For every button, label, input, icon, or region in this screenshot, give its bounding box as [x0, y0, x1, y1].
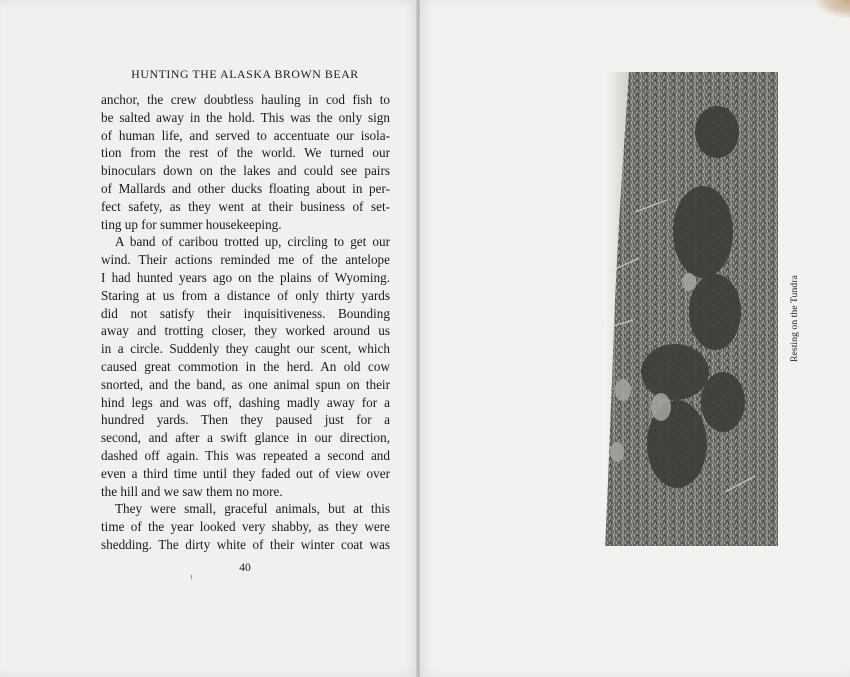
- text-line: They were small, graceful animals, but at this: [115, 501, 390, 517]
- text-line: I had hunted years ago on the plains of Wyoming.: [101, 269, 390, 285]
- text-line: fect safety, as they went at their business of set-: [101, 198, 390, 214]
- page-corner-wear: [816, 0, 850, 18]
- text-line: the hill and we saw them no more.: [101, 483, 283, 499]
- text-line: be salted away in the hold. This was the only sign: [101, 109, 390, 125]
- text-line: in a circle. Suddenly they caught our scent, which: [101, 341, 390, 357]
- page-number: 40: [239, 562, 251, 574]
- text-line: binoculars down on the lakes and could see pairs: [101, 163, 390, 179]
- print-mark: [191, 575, 192, 579]
- photo-image: [605, 72, 778, 546]
- text-line: wind. Their actions reminded me of the antelope: [101, 252, 390, 268]
- text-line: even a third time until they faded out of view over: [101, 465, 390, 481]
- text-line: did not satisfy their inquisitiveness. Bounding: [101, 305, 390, 321]
- text-line: Staring at us from a distance of only thirty yards: [101, 287, 390, 303]
- text-line: shedding. The dirty white of their winter coat was: [101, 536, 390, 552]
- running-head: HUNTING THE ALASKA BROWN BEAR: [131, 67, 359, 81]
- text-line: hind legs and was off, dashing madly away for a: [101, 394, 390, 410]
- text-line: second, and after a swift glance in our direction,: [101, 430, 390, 446]
- body-text: [101, 91, 390, 554]
- left-page: [0, 0, 418, 677]
- text-line: away and trotting closer, they worked around us: [101, 323, 390, 339]
- text-line: tion from the rest of the world. We turned our: [101, 145, 390, 161]
- photo-caption-text: Resting on the Tundra: [789, 275, 800, 362]
- tundra-photograph: [605, 72, 778, 546]
- text-line: time of the year looked very shabby, as they were: [101, 519, 390, 535]
- text-line: dashed off again. This was repeated a second and: [101, 447, 390, 463]
- text-line: hundred yards. Then they paused just for a: [101, 412, 390, 428]
- text-line: of human life, and served to accentuate our isola-: [101, 127, 390, 143]
- photo-caption: [787, 250, 807, 370]
- text-line: caused great commotion in the herd. An old cow: [101, 358, 390, 374]
- text-line: ting up for summer housekeeping.: [101, 216, 282, 232]
- text-line: A band of caribou trotted up, circling to get our: [115, 234, 390, 250]
- text-line: of Mallards and other ducks floating about in per-: [101, 180, 390, 196]
- text-line: snorted, and the band, as one animal spun on their: [101, 376, 390, 392]
- text-line: anchor, the crew doubtless hauling in cod fish to: [101, 92, 390, 107]
